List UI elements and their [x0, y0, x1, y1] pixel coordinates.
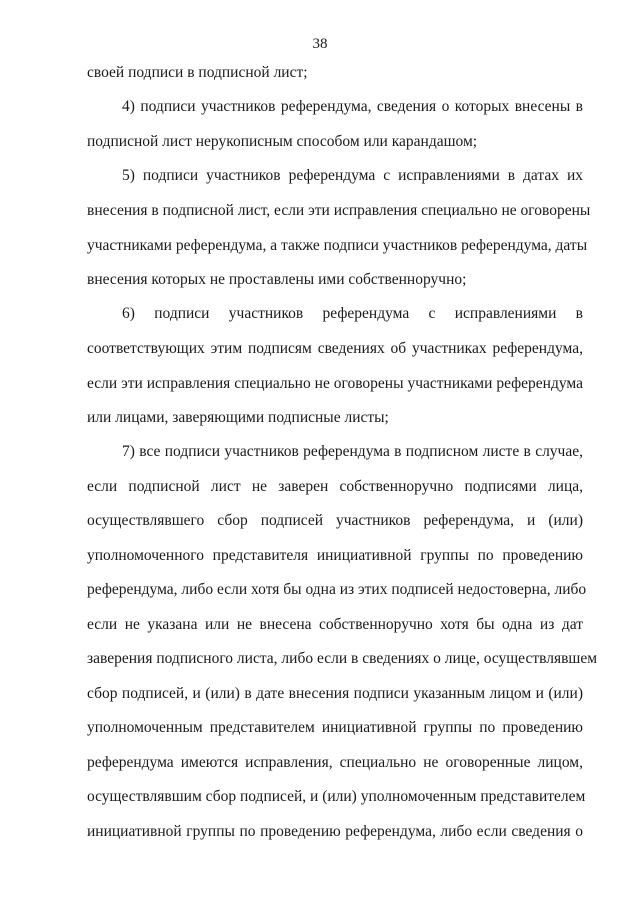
text-line: уполномоченным представителем инициативной группы по проведению [87, 719, 583, 736]
text-line: 5) подписи участников референдума с исправлениями в датах их [122, 167, 583, 184]
text-line: осуществлявшего сбор подписей участников референдума, и (или) [87, 512, 583, 529]
text-line: 7) все подписи участников референдума в подписном листе в случае, [122, 443, 583, 460]
text-line: заверения подписного листа, либо если в сведениях о лице, осуществлявшем [87, 650, 598, 667]
text-line: внесения которых не проставлены ими собственноручно; [87, 271, 467, 288]
text-line: если эти исправления специально не оговорены участниками референдума [87, 375, 583, 392]
text-line: референдума имеются исправления, специально не оговоренные лицом, [87, 754, 583, 771]
text-line: если не указана или не внесена собственноручно хотя бы одна из дат [87, 616, 583, 633]
text-line: или лицами, заверяющими подписные листы; [87, 409, 389, 426]
text-line: осуществлявшим сбор подписей, и (или) уполномоченным представителем [87, 788, 586, 805]
page-number: 38 [312, 36, 328, 52]
text-line: сбор подписей, и (или) в дате внесения подписи указанным лицом и (или) [87, 685, 583, 702]
text-line: участниками референдума, а также подписи участников референдума, даты [87, 237, 588, 254]
text-line: внесения в подписной лист, если эти исправления специально не оговорены [87, 202, 591, 219]
text-line: 4) подписи участников референдума, сведения о которых внесены в [122, 98, 583, 115]
text-line: если подписной лист не заверен собственноручно подписями лица, [87, 478, 583, 495]
text-line: 6) подписи участников референдума с исправлениями в [122, 305, 583, 322]
text-line: соответствующих этим подписям сведениях об участниках референдума, [87, 340, 583, 357]
text-line: своей подписи в подписной лист; [87, 64, 308, 81]
text-line: подписной лист нерукописным способом или карандашом; [87, 133, 478, 150]
text-line: уполномоченного представителя инициативной группы по проведению [87, 547, 583, 564]
text-line: референдума, либо если хотя бы одна из этих подписей недостоверна, либо [87, 581, 587, 598]
text-line: инициативной группы по проведению референдума, либо если сведения о [87, 823, 583, 840]
